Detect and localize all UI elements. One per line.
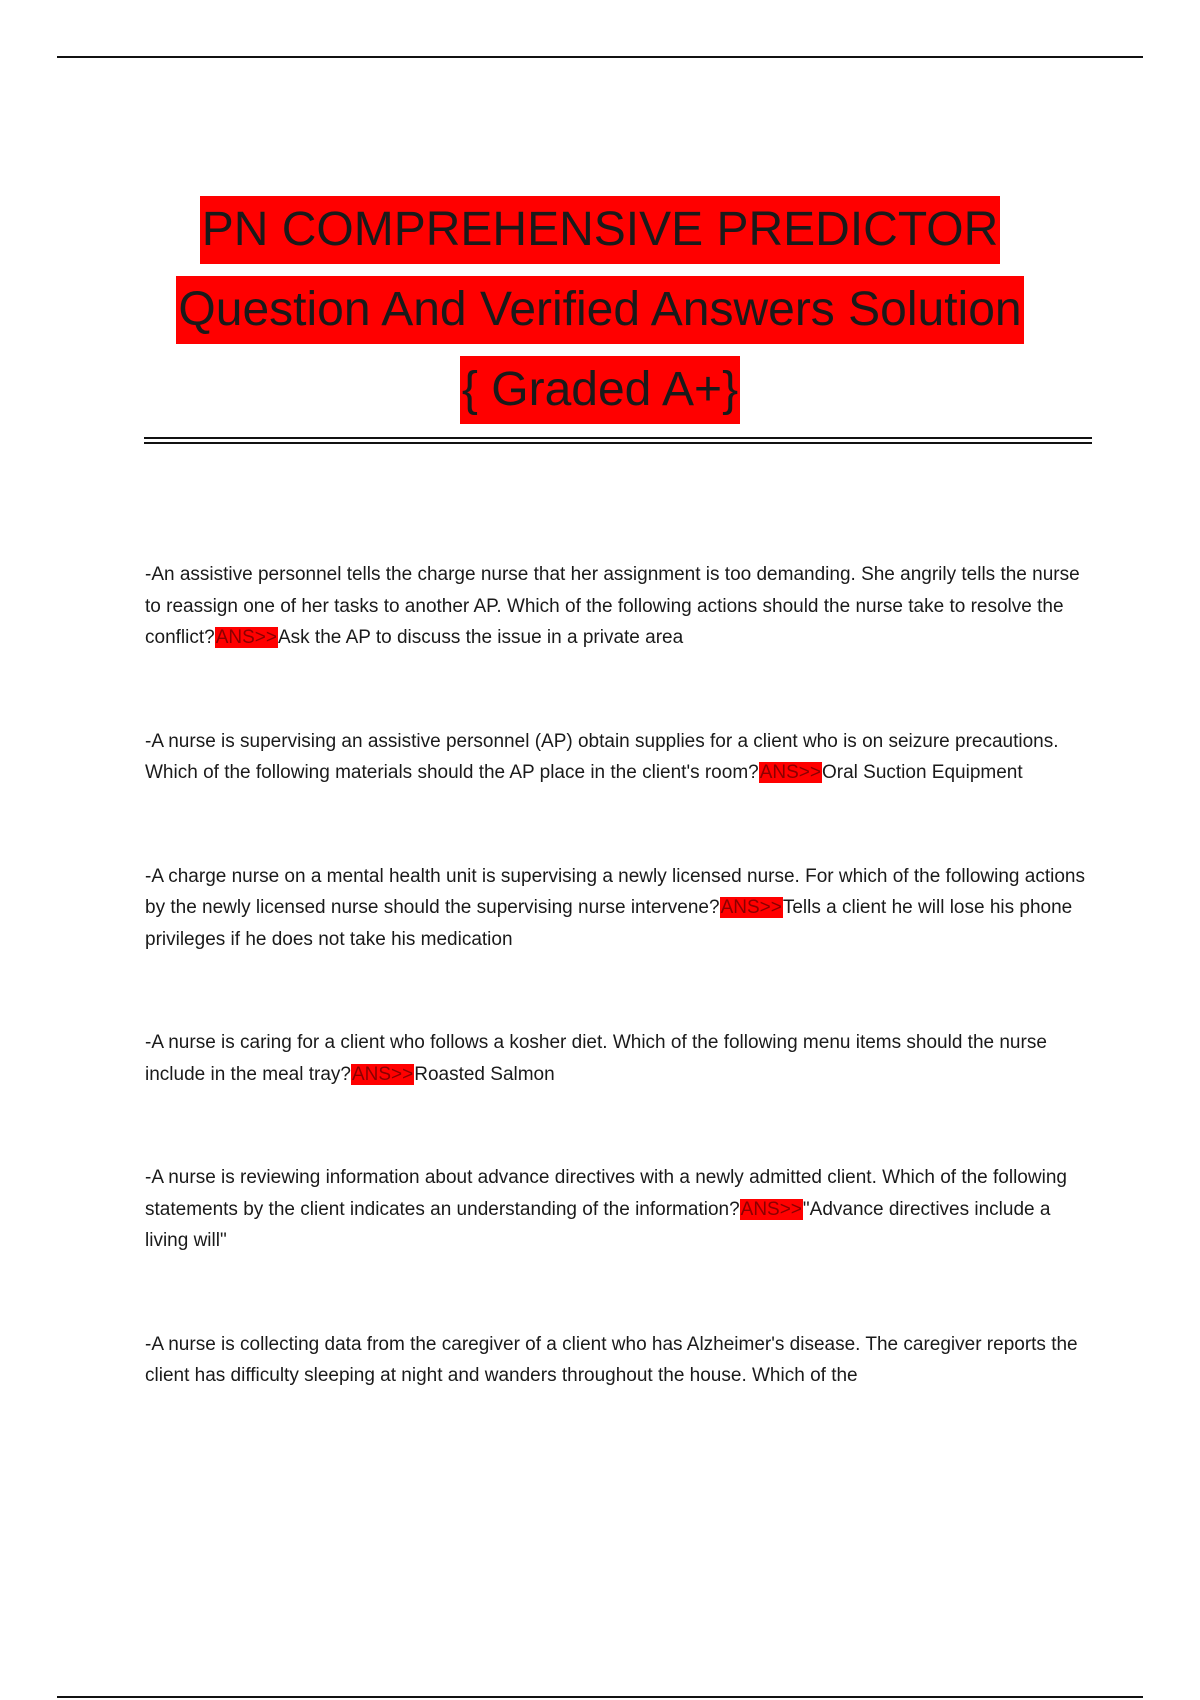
- qa-item: [145, 1027, 1090, 1090]
- answer-text: Oral Suction Equipment: [821, 762, 1023, 783]
- qa-list: [145, 559, 1090, 1392]
- answer-tag: ANS>>: [720, 897, 782, 918]
- title-text-1: PN COMPREHENSIVE PREDICTOR: [200, 196, 1001, 264]
- title-line-1: [0, 196, 1200, 276]
- title-line-2: [0, 276, 1200, 356]
- answer-text: "Advance directives include a living will": [145, 1198, 1051, 1251]
- answer-tag: ANS>>: [740, 1198, 802, 1220]
- top-rule: [57, 56, 1143, 58]
- question-text: -A nurse is collecting data from the caregiver of a client who has Alzheimer's disease. The caregiver reports the client has difficulty sleeping at night and wanders throughout the house. Which of the: [145, 1333, 1078, 1386]
- document-title: [0, 196, 1200, 436]
- answer-tag: ANS>>: [759, 762, 821, 783]
- qa-item: [145, 1329, 1090, 1392]
- qa-item: [145, 559, 1090, 654]
- answer-tag: ANS>>: [215, 627, 277, 648]
- question-text: -A nurse is reviewing information about advance directives with a newly admitted client. Which of the following statements by the client indicates an understanding of the information?: [145, 1167, 1067, 1220]
- question-text: -A nurse is supervising an assistive personnel (AP) obtain supplies for a client who is on seizure precautions. Which of the following materials should the AP place in the client's room?: [145, 730, 1059, 783]
- qa-item: [145, 726, 1090, 789]
- qa-item: [145, 1162, 1090, 1257]
- bottom-rule: [57, 1696, 1143, 1698]
- question-text: -An assistive personnel tells the charge nurse that her assignment is too demanding. She angrily tells the nurse to reassign one of her tasks to another AP. Which of the following actions should the nurse take to resolve the conflict?: [145, 564, 1080, 648]
- question-text: -A nurse is caring for a client who follows a kosher diet. Which of the following menu items should the nurse include in the meal tray?: [145, 1032, 1047, 1085]
- title-text-3: { Graded A+}: [460, 356, 740, 424]
- answer-text: Roasted Salmon: [414, 1063, 555, 1085]
- answer-text: Tells a client he will lose his phone privileges if he does not take his medication: [145, 897, 1073, 950]
- answer-text: Ask the AP to discuss the issue in a private area: [277, 627, 684, 648]
- qa-item: [145, 861, 1090, 956]
- title-line-3: [0, 356, 1200, 436]
- question-text: -A charge nurse on a mental health unit is supervising a newly licensed nurse. For which of the following actions by the newly licensed nurse should the supervising nurse intervene?: [145, 865, 1085, 918]
- title-text-2: Question And Verified Answers Solution: [176, 276, 1023, 344]
- answer-tag: ANS>>: [351, 1063, 414, 1085]
- title-double-rule: [144, 437, 1092, 444]
